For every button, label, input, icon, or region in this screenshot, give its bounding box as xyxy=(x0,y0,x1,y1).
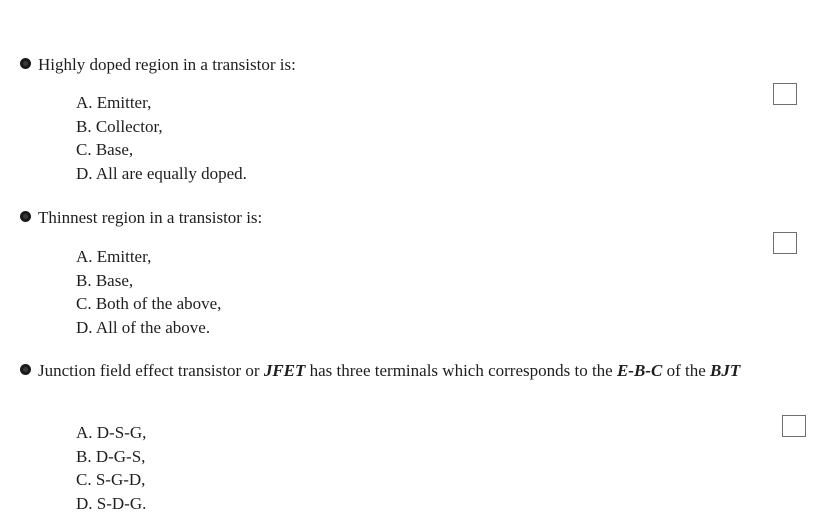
question-1-options xyxy=(76,91,247,185)
option-a: A. D-S-G, xyxy=(76,423,147,442)
option-c: C. S-G-D, xyxy=(76,470,146,489)
answer-checkbox-3[interactable] xyxy=(782,415,806,437)
option-b: B. Base, xyxy=(76,270,134,290)
question-2-options xyxy=(76,245,221,339)
option-d: D. All of the above. xyxy=(76,317,211,337)
bullet-icon xyxy=(20,58,31,69)
jfet-term: JFET xyxy=(263,361,306,380)
option-b: B. Collector, xyxy=(76,116,163,136)
question-3-text-part: has three terminals which corresponds to the xyxy=(305,361,617,380)
option-c: C. Base, xyxy=(76,140,134,159)
question-3-options xyxy=(76,421,146,515)
option-d: D. S-D-G. xyxy=(76,493,147,513)
question-3-text xyxy=(38,360,808,382)
option-a: A. Emitter, xyxy=(76,247,152,266)
option-d: D. All are equally doped. xyxy=(76,163,247,183)
question-1-text: Highly doped region in a transistor is: xyxy=(38,55,296,74)
question-2-text: Thinnest region in a transistor is: xyxy=(38,208,263,227)
question-3-text-part: Junction field effect transistor or xyxy=(38,361,264,380)
option-a: A. Emitter, xyxy=(76,93,152,112)
bullet-icon xyxy=(20,211,31,222)
option-b: B. D-G-S, xyxy=(76,446,146,466)
option-c: C. Both of the above, xyxy=(76,294,222,313)
bjt-term: BJT xyxy=(710,361,741,380)
bullet-icon xyxy=(20,364,31,375)
question-3-text-part: of the xyxy=(662,361,710,380)
ebc-term: E-B-C xyxy=(616,361,663,380)
answer-checkbox-1[interactable] xyxy=(773,83,797,105)
answer-checkbox-2[interactable] xyxy=(773,232,797,254)
